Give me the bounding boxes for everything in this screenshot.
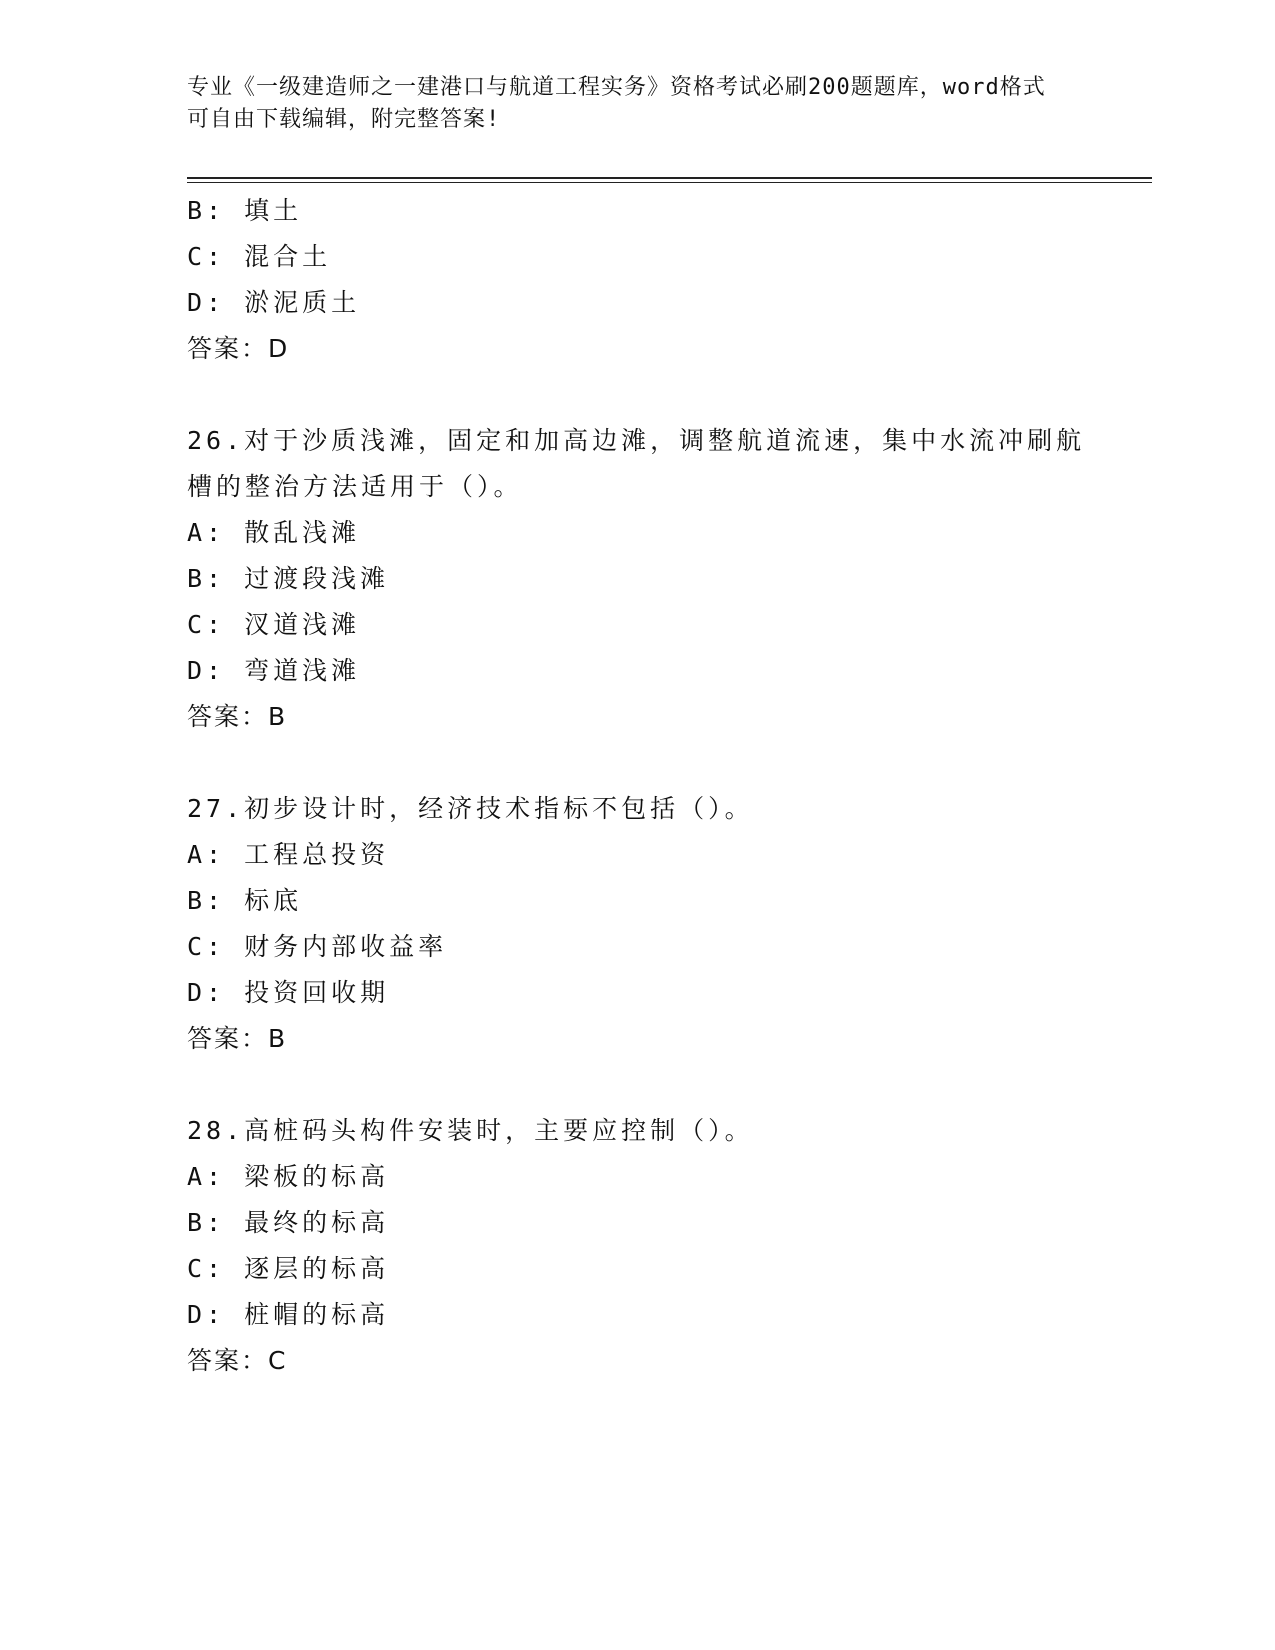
option-c: C: 汊道浅滩 [187, 610, 361, 639]
spacer [187, 1062, 1087, 1108]
answer-line: 答案：B [187, 702, 288, 731]
option-c: C: 混合土 [187, 242, 332, 271]
question-title: 28.高桩码头构件安装时，主要应控制（）。 [187, 1116, 754, 1145]
question-title: 27.初步设计时，经济技术指标不包括（）。 [187, 794, 754, 823]
question-27 [187, 786, 1087, 1062]
option-b: B: 填土 [187, 196, 303, 225]
option-b: B: 过渡段浅滩 [187, 564, 390, 593]
question-28 [187, 1108, 1087, 1384]
option-c: C: 逐层的标高 [187, 1254, 390, 1283]
option-d: D: 桩帽的标高 [187, 1300, 390, 1329]
question-content [187, 188, 1087, 1384]
answer-line: 答案：C [187, 1346, 288, 1375]
option-d: D: 弯道浅滩 [187, 656, 361, 685]
option-b: B: 标底 [187, 886, 303, 915]
header-rule-thick [187, 177, 1152, 179]
document-header: 专业《一级建造师之一建港口与航道工程实务》资格考试必刷200题题库，word格式可自由下载编辑，附完整答案! [187, 75, 1046, 132]
header-rule-thin [187, 182, 1152, 183]
spacer [187, 372, 1087, 418]
option-a: A: 散乱浅滩 [187, 518, 361, 547]
option-a: A: 梁板的标高 [187, 1162, 390, 1191]
option-d: D: 投资回收期 [187, 978, 390, 1007]
question-26 [187, 418, 1087, 740]
option-d: D: 淤泥质土 [187, 288, 361, 317]
spacer [187, 740, 1087, 786]
question-title: 26.对于沙质浅滩，固定和加高边滩，调整航道流速，集中水流冲刷航槽的整治方法适用于（）。 [187, 426, 1086, 501]
option-a: A: 工程总投资 [187, 840, 390, 869]
continued-question [187, 188, 1087, 372]
answer-line: 答案：D [187, 334, 290, 363]
option-c: C: 财务内部收益率 [187, 932, 448, 961]
option-b: B: 最终的标高 [187, 1208, 390, 1237]
answer-line: 答案：B [187, 1024, 288, 1053]
